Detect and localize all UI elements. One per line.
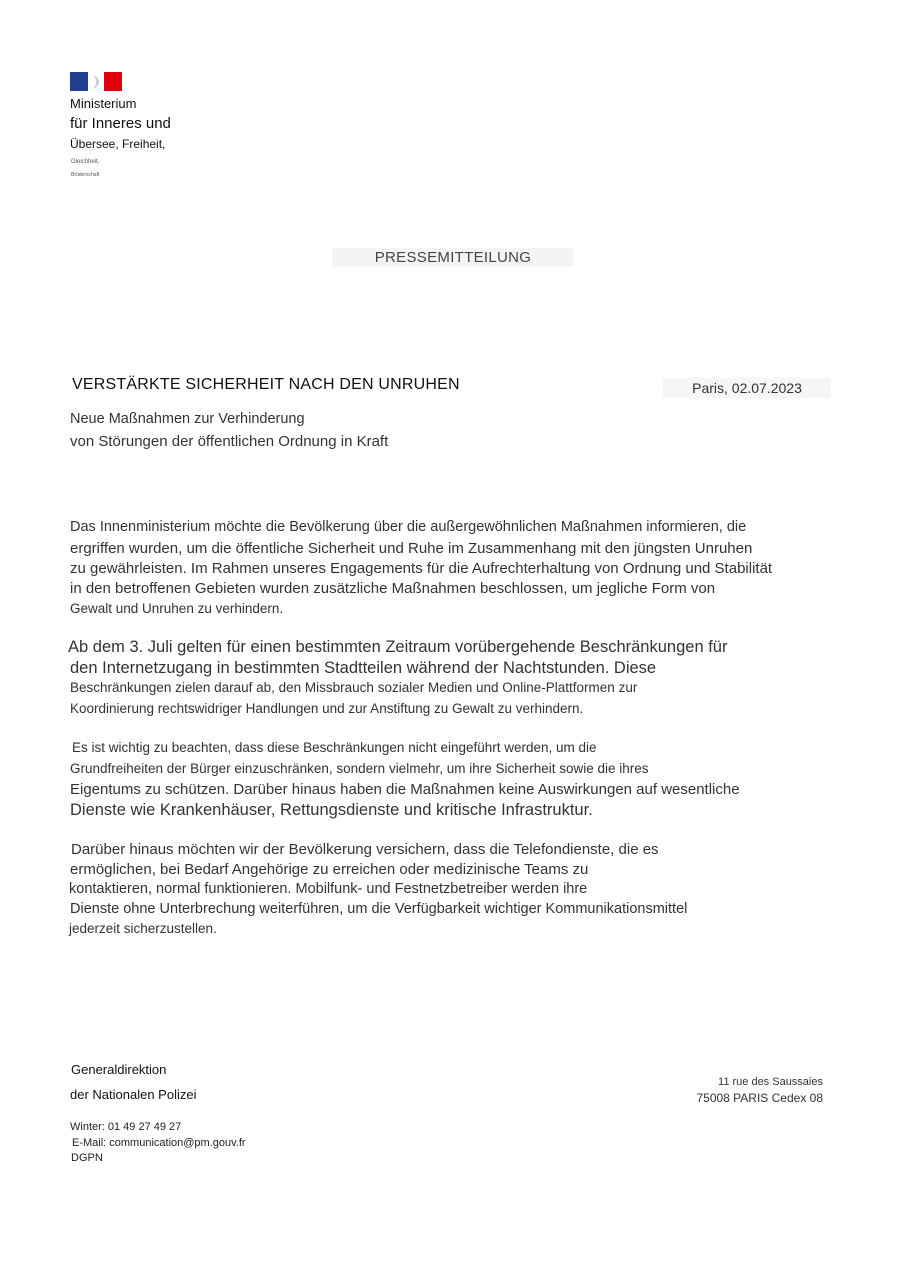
ministry-name-line3: Übersee, Freiheit,	[70, 137, 166, 151]
paragraph4-line: ermöglichen, bei Bedarf Angehörige zu erreichen oder medizinische Teams zu	[70, 861, 589, 878]
footer-department: DGPN	[71, 1152, 103, 1164]
paragraph1-line: Das Innenministerium möchte die Bevölkerung über die außergewöhnlichen Maßnahmen informieren, die	[70, 519, 747, 535]
paragraph3-line: Grundfreiheiten der Bürger einzuschränken, sondern vielmehr, um ihre Sicherheit sowie die ihres	[70, 761, 649, 776]
paragraph4-line: Dienste ohne Unterbrechung weiterführen, um die Verfügbarkeit wichtiger Kommunikationsmittel	[70, 901, 688, 917]
paragraph1-line: in den betroffenen Gebieten wurden zusätzliche Maßnahmen beschlossen, um jegliche Form von	[70, 580, 716, 597]
address-line2: 75008 PARIS Cedex 08	[696, 1091, 823, 1105]
paragraph3-line: Dienste wie Krankenhäuser, Rettungsdienste und kritische Infrastruktur.	[70, 801, 593, 819]
press-release-title: VERSTÄRKTE SICHERHEIT NACH DEN UNRUHEN	[72, 376, 460, 393]
motto-line2: Brüderschaft	[71, 172, 100, 178]
motto-line1: Gleichheit,	[71, 159, 100, 165]
french-flag-logo	[70, 72, 122, 91]
paragraph1-line: ergriffen wurden, um die öffentliche Sicherheit und Ruhe im Zusammenhang mit den jüngsten Unruhen	[70, 540, 753, 557]
footer-phone: Winter: 01 49 27 49 27	[70, 1121, 182, 1133]
paragraph2-line: Beschränkungen zielen darauf ab, den Missbrauch sozialer Medien und Online-Plattformen zur	[70, 680, 638, 695]
paragraph2-line: Koordinierung rechtswidriger Handlungen und zur Anstiftung zu Gewalt zu verhindern.	[70, 701, 584, 716]
paragraph1-line: Gewalt und Unruhen zu verhindern.	[70, 601, 284, 616]
release-date: Paris, 02.07.2023	[663, 378, 831, 398]
address-line1: 11 rue des Saussaies	[718, 1076, 823, 1088]
ministry-name-line1: Ministerium	[70, 96, 137, 111]
footer-email: E-Mail: communication@pm.gouv.fr	[72, 1137, 246, 1149]
subtitle-line1: Neue Maßnahmen zur Verhinderung	[70, 411, 305, 427]
footer-org-line1: Generaldirektion	[71, 1062, 167, 1077]
paragraph3-line: Eigentums zu schützen. Darüber hinaus haben die Maßnahmen keine Auswirkungen auf wesentliche	[70, 781, 740, 798]
paragraph3-line: Es ist wichtig zu beachten, dass diese Beschränkungen nicht eingeführt werden, um die	[72, 740, 597, 755]
paragraph4-line: kontaktieren, normal funktionieren. Mobilfunk- und Festnetzbetreiber werden ihre	[69, 881, 588, 897]
paragraph4-line: jederzeit sicherzustellen.	[69, 921, 217, 936]
subtitle-line2: von Störungen der öffentlichen Ordnung in Kraft	[70, 433, 389, 450]
ministry-name-line2: für Inneres und	[70, 115, 171, 132]
paragraph2-line: Ab dem 3. Juli gelten für einen bestimmten Zeitraum vorübergehende Beschränkungen für	[68, 638, 728, 656]
paragraph2-line: den Internetzugang in bestimmten Stadtteilen während der Nachtstunden. Diese	[70, 659, 657, 677]
paragraph1-line: zu gewährleisten. Im Rahmen unseres Engagements für die Aufrechterhaltung von Ordnung und Stabilität	[70, 560, 773, 577]
footer-org-line2: der Nationalen Polizei	[70, 1087, 197, 1102]
paragraph4-line: Darüber hinaus möchten wir der Bevölkerung versichern, dass die Telefondienste, die es	[71, 841, 659, 858]
document-type-heading: PRESSEMITTEILUNG	[332, 248, 574, 267]
